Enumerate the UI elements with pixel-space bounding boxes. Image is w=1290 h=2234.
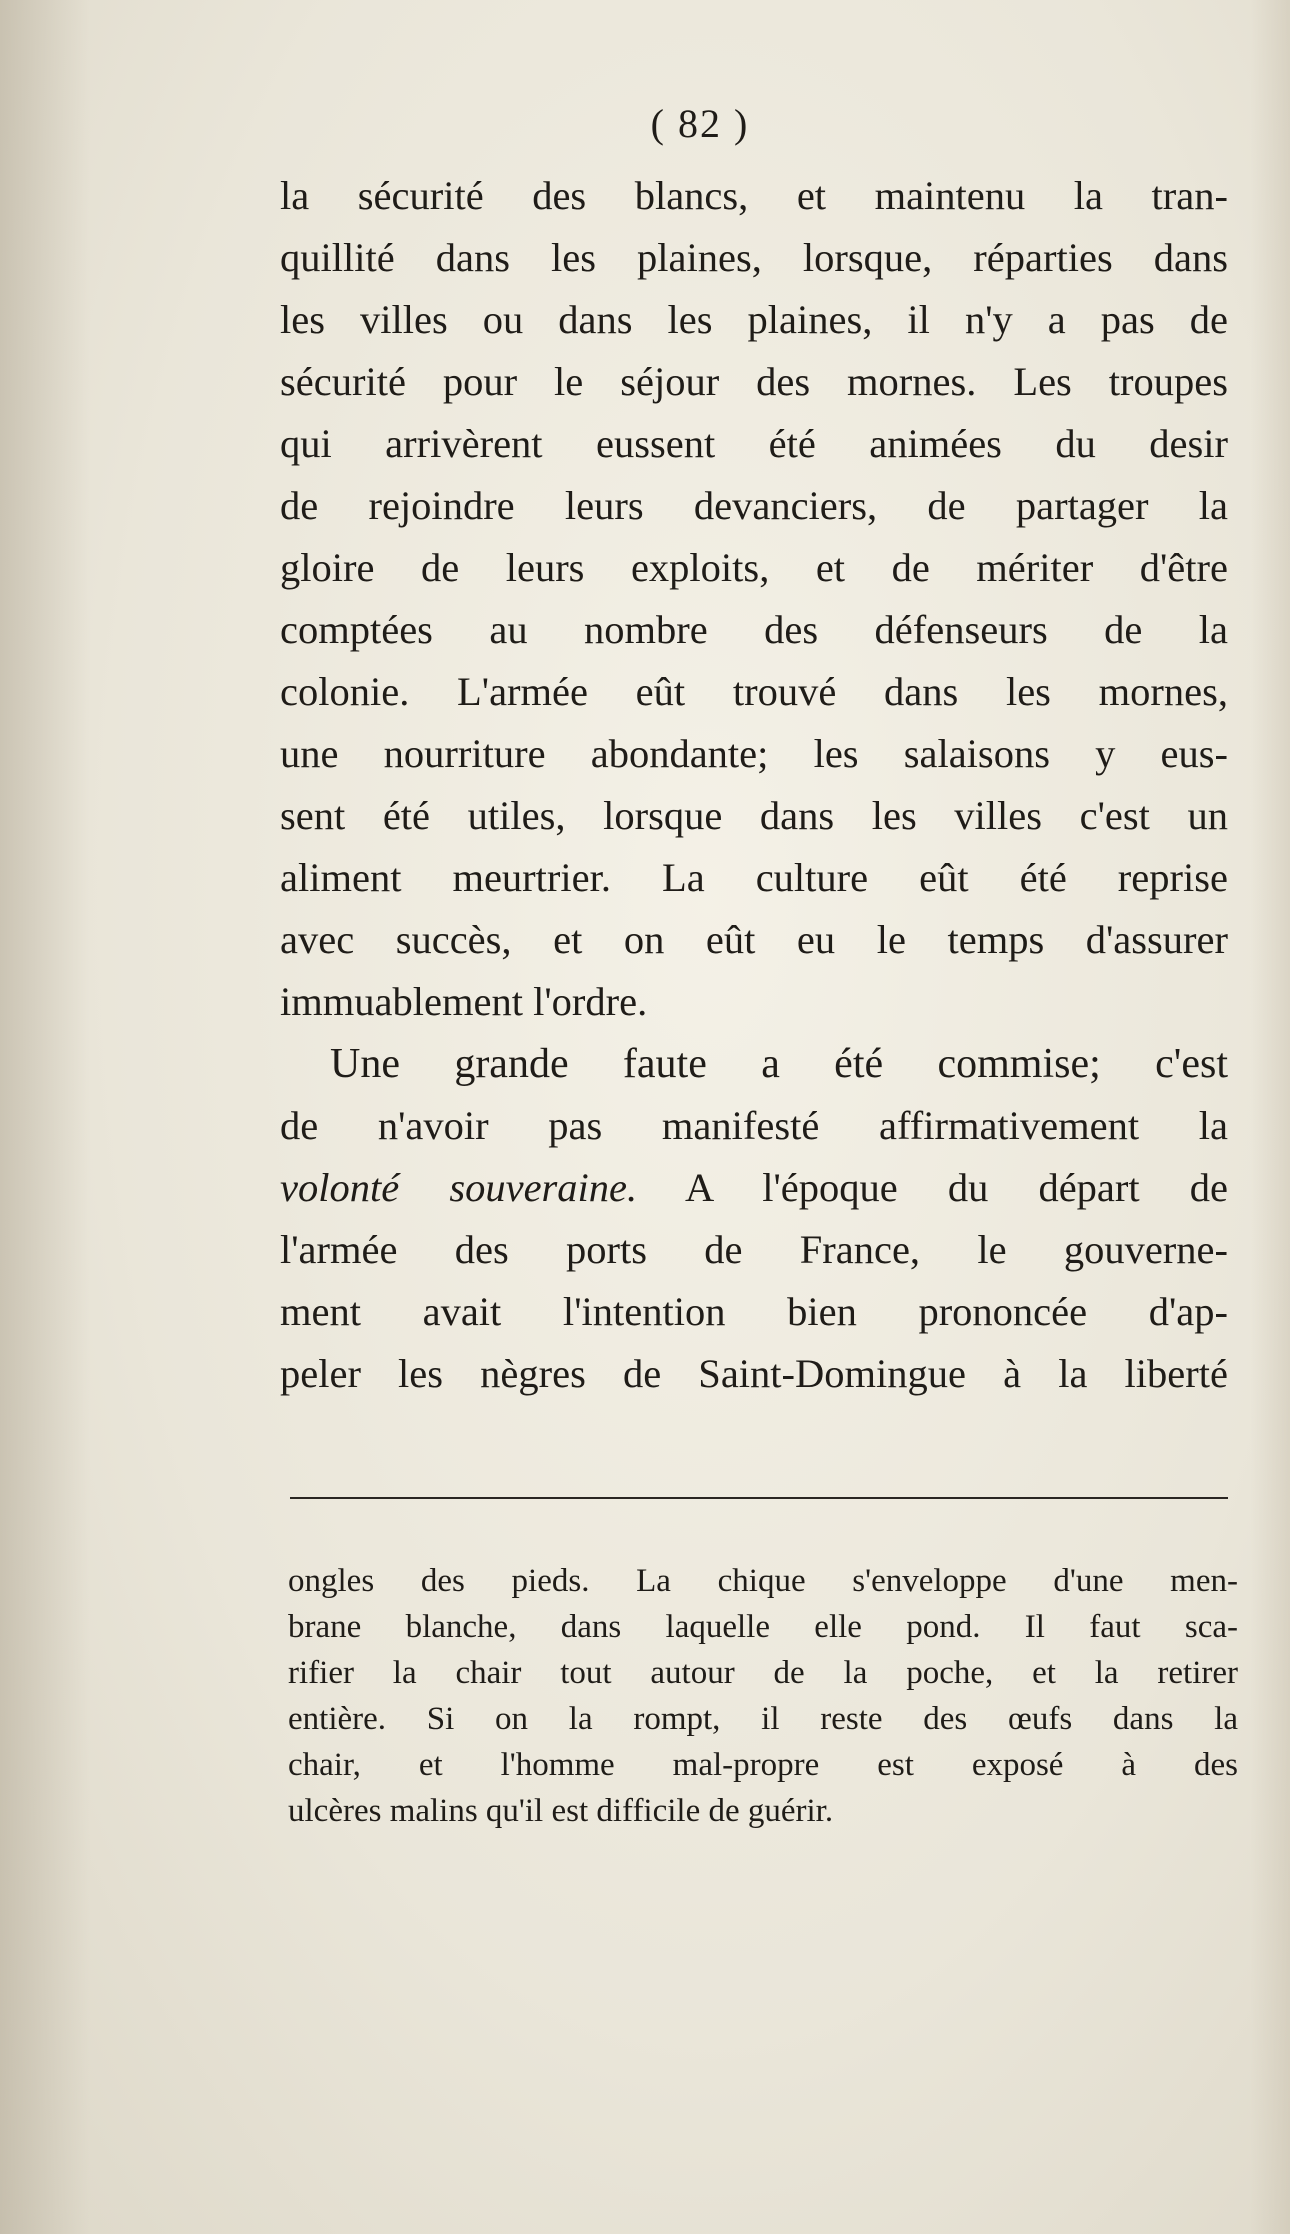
text-line: de n'avoir pas manifesté affirmativement la — [280, 1103, 1228, 1148]
footnote-line: rifier la chair tout autour de la poche, et la retirer — [288, 1655, 1238, 1691]
text-line: aliment meurtrier. La culture eût été reprise — [280, 855, 1228, 900]
text-line: ment avait l'intention bien prononcée d'ap- — [280, 1289, 1228, 1334]
text-line: avec succès, et on eût eu le temps d'assurer — [280, 917, 1228, 962]
text-line-with-italic — [280, 1157, 1228, 1219]
italic-phrase: volonté souveraine. — [280, 1165, 638, 1210]
text-line: qui arrivèrent eussent été animées du desir — [280, 421, 1228, 466]
edge-shadow — [1250, 0, 1290, 2234]
text-line: la sécurité des blancs, et maintenu la tran- — [280, 173, 1228, 218]
text-line: les villes ou dans les plaines, il n'y a pas de — [280, 297, 1228, 342]
main-text — [280, 165, 1228, 1405]
text-line: gloire de leurs exploits, et de mériter d'être — [280, 545, 1228, 590]
text-line: comptées au nombre des défenseurs de la — [280, 607, 1228, 652]
footnote-line: ongles des pieds. La chique s'enveloppe d'une men- — [288, 1563, 1238, 1599]
text-fragment: A l'époque du départ de — [637, 1165, 1228, 1210]
text-line: peler les nègres de Saint-Domingue à la liberté — [280, 1351, 1228, 1396]
text-line: immuablement l'ordre. — [280, 979, 648, 1024]
text-line: quillité dans les plaines, lorsque, réparties dans — [280, 235, 1228, 280]
footnote-line: ulcères malins qu'il est difficile de guérir. — [288, 1793, 834, 1829]
text-line: de rejoindre leurs devanciers, de partager la — [280, 483, 1228, 528]
text-line: sécurité pour le séjour des mornes. Les troupes — [280, 359, 1228, 404]
footnote-line: chair, et l'homme mal-propre est exposé à des — [288, 1747, 1238, 1783]
text-line: une nourriture abondante; les salaisons y eus- — [280, 731, 1228, 776]
footnote-line: entière. Si on la rompt, il reste des œufs dans la — [288, 1701, 1238, 1737]
gutter-shadow — [0, 0, 90, 2234]
page-number: ( 82 ) — [650, 101, 750, 146]
paragraph-start-line: Une grande faute a été commise; c'est — [330, 1041, 1228, 1087]
footnote-line: brane blanche, dans laquelle elle pond. Il faut sca- — [288, 1609, 1238, 1645]
text-line: sent été utiles, lorsque dans les villes c'est un — [280, 793, 1228, 838]
text-line: colonie. L'armée eût trouvé dans les mornes, — [280, 669, 1228, 714]
text-line: l'armée des ports de France, le gouverne- — [280, 1227, 1228, 1272]
footnote — [288, 1558, 1238, 1834]
footnote-divider — [290, 1497, 1228, 1499]
